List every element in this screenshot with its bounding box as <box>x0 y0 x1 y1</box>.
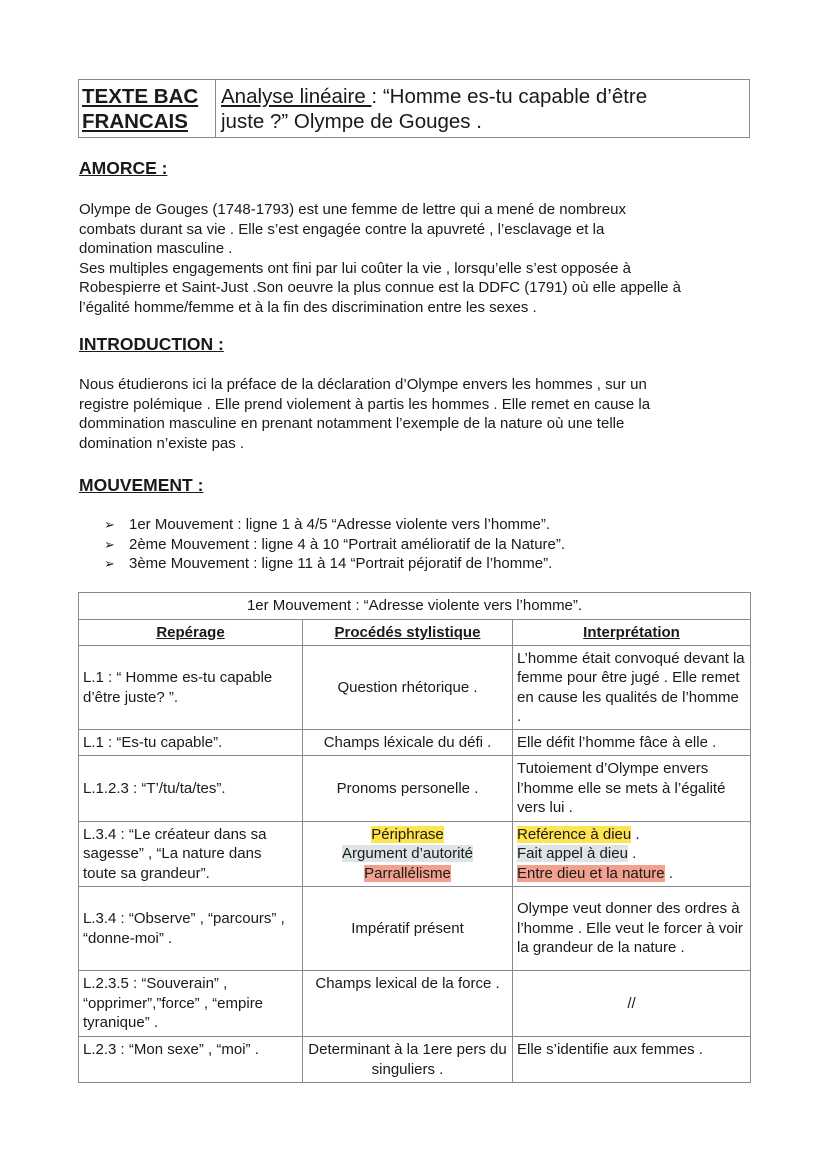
table-row <box>79 887 751 971</box>
introduction-line: domination n’existe pas . <box>79 434 245 452</box>
cell-procede: Impératif présent <box>303 887 513 971</box>
section-title-introduction: INTRODUCTION : <box>79 334 224 354</box>
table-title-row <box>79 593 751 620</box>
header-subject-line-2: FRANCAIS <box>82 110 188 133</box>
punctuation: . <box>631 825 640 843</box>
arrow-bullet-icon: ➢ <box>104 556 115 571</box>
header-subject-line-1: TEXTE BAC <box>82 85 199 108</box>
table-row <box>79 971 751 1037</box>
cell-procede: Pronoms personelle . <box>303 756 513 822</box>
introduction-line: dommination masculine en prenant notamment l’exemple de la nature où une telle <box>79 415 625 432</box>
cell-reperage: L.1.2.3 : “T’/tu/ta/tes”. <box>79 756 303 822</box>
cell-reperage: L.2.3 : “Mon sexe” , “moi” . <box>79 1037 303 1083</box>
header-table <box>78 79 750 138</box>
header-title-line-2: juste ?” Olympe de Gouges . <box>221 110 482 133</box>
amorce-line: Olympe de Gouges (1748-1793) est une femme de lettre qui a mené de nombreux <box>79 201 626 218</box>
list-item <box>104 554 565 574</box>
table-header-row <box>79 620 751 646</box>
cell-interpretation <box>513 822 751 887</box>
section-title-mouvement: MOUVEMENT : <box>79 475 204 495</box>
table-title: 1er Mouvement : “Adresse violente vers l’homme”. <box>79 593 751 620</box>
highlight-red: Entre dieu et la nature <box>517 864 665 882</box>
table-row <box>79 756 751 822</box>
header-subject <box>79 80 216 137</box>
column-header-interpretation: Interprétation <box>513 620 751 646</box>
cell-procede <box>303 822 513 887</box>
column-header-procedes: Procédés stylistique <box>303 620 513 646</box>
amorce-line: Robespierre et Saint-Just .Son oeuvre la plus connue est la DDFC (1791) où elle appelle à <box>79 279 682 296</box>
mouvement-list <box>104 515 565 574</box>
introduction-line: registre polémique . Elle prend violement à partis les hommes . Elle remet en cause la <box>79 395 651 413</box>
analysis-table <box>78 592 751 1083</box>
punctuation: . <box>664 864 673 882</box>
section-title-amorce: AMORCE : <box>79 158 168 178</box>
amorce-line: l’égalité homme/femme et à la fin des discrimination entre les sexes . <box>79 298 537 316</box>
cell-interpretation: L’homme était convoqué devant la femme pour être jugé . Elle remet en cause les qualités de l’homme . <box>513 646 751 730</box>
punctuation: . <box>627 845 637 863</box>
header-title-rest: : “Homme es-tu capable d’être <box>371 85 648 108</box>
table-row <box>79 822 751 887</box>
list-item <box>104 515 565 535</box>
cell-procede: Champs léxicale du défi . <box>303 730 513 756</box>
highlight-red: Parrallélisme <box>364 864 451 882</box>
cell-interpretation: Tutoiement d’Olympe envers l’homme elle se mets à l’égalité vers lui . <box>513 756 751 822</box>
table-row <box>79 1037 751 1083</box>
cell-reperage: L.1 : “ Homme es-tu capable d’être juste? ”. <box>79 646 303 730</box>
cell-interpretation: Elle s’identifie aux femmes . <box>513 1037 751 1083</box>
arrow-bullet-icon: ➢ <box>104 536 115 552</box>
list-item <box>104 535 565 555</box>
cell-interpretation: // <box>513 971 751 1037</box>
cell-reperage: L.1 : “Es-tu capable”. <box>79 730 303 756</box>
header-title <box>216 80 647 137</box>
arrow-bullet-icon: ➢ <box>104 517 115 532</box>
amorce-line: combats durant sa vie . Elle s’est engagée contre la apuvreté , l’esclavage et la <box>79 220 605 238</box>
amorce-line: Ses multiples engagements ont fini par lui coûter la vie , lorsqu’elle s’est opposée à <box>79 259 631 277</box>
cell-reperage: L.2.3.5 : “Souverain” , “opprimer”,”force” , “empire tyranique” . <box>79 971 303 1037</box>
cell-procede: Determinant à la 1ere pers du singuliers . <box>303 1037 513 1083</box>
highlight-gray: Fait appel à dieu <box>517 845 628 863</box>
cell-interpretation: Elle défit l’homme fâce à elle . <box>513 730 751 756</box>
table-row <box>79 730 751 756</box>
cell-procede: Question rhétorique . <box>303 646 513 730</box>
cell-interpretation: Olympe veut donner des ordres à l’homme . Elle veut le forcer à voir la grandeur de la nature . <box>513 887 751 971</box>
highlight-yellow: Périphrase <box>371 825 444 843</box>
cell-procede: Champs lexical de la force . <box>303 971 513 1037</box>
cell-reperage: L.3.4 : “Le créateur dans sa sagesse” , “La nature dans toute sa grandeur”. <box>79 822 303 887</box>
column-header-reperage: Repérage <box>79 620 303 646</box>
highlight-gray: Argument d’autorité <box>342 845 473 863</box>
list-item-text: 3ème Mouvement : ligne 11 à 14 “Portrait péjoratif de l’homme”. <box>129 555 553 572</box>
header-title-prefix: Analyse linéaire <box>221 85 372 108</box>
introduction-line: Nous étudierons ici la préface de la déclaration d’Olympe envers les hommes , sur un <box>79 376 647 393</box>
list-item-text: 1er Mouvement : ligne 1 à 4/5 “Adresse violente vers l’homme”. <box>129 516 551 533</box>
cell-reperage: L.3.4 : “Observe” , “parcours” , “donne-moi” . <box>79 887 303 971</box>
amorce-paragraph <box>79 200 759 317</box>
table-row <box>79 646 751 730</box>
amorce-line: domination masculine . <box>79 240 233 257</box>
introduction-paragraph <box>79 375 759 453</box>
highlight-yellow: Reférence à dieu <box>517 825 632 843</box>
list-item-text: 2ème Mouvement : ligne 4 à 10 “Portrait amélioratif de la Nature”. <box>129 535 566 553</box>
